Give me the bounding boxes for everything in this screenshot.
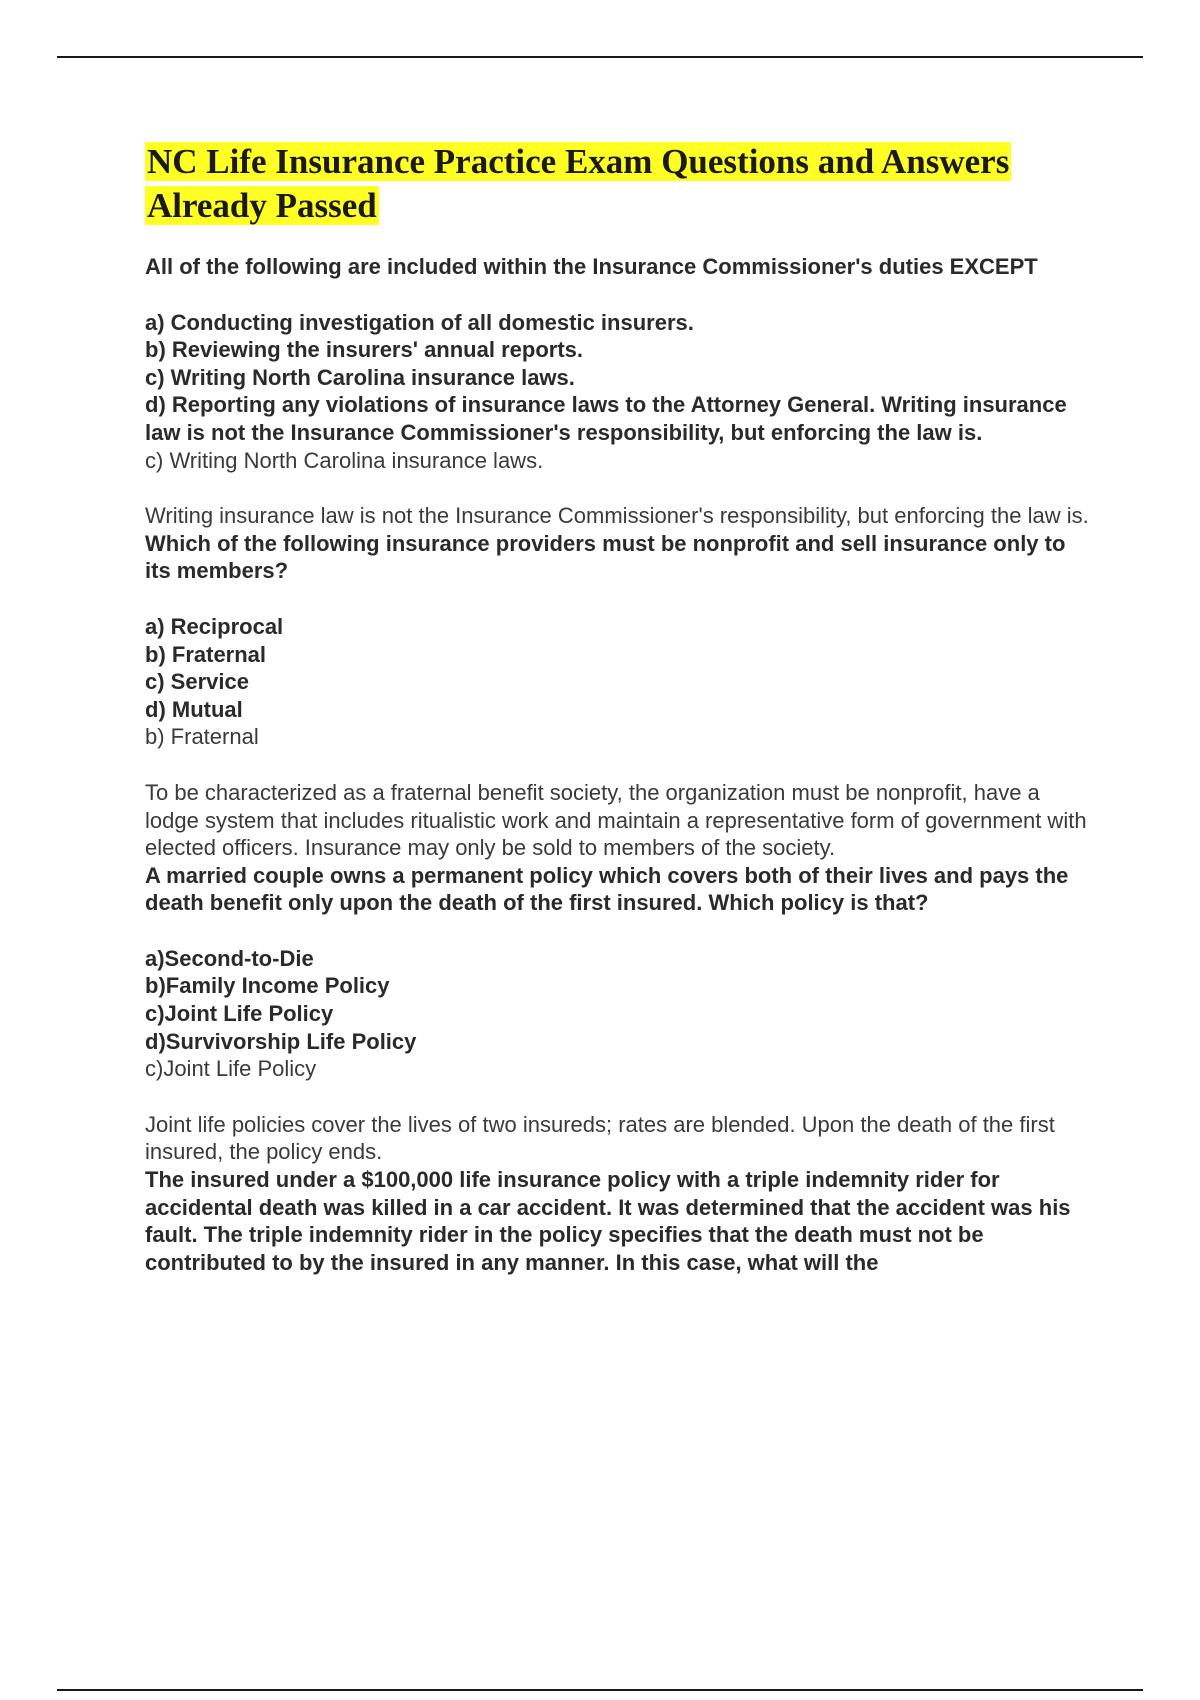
explanation-text: To be characterized as a fraternal benefit society, the organization must be nonprofit, have a lodge system that includes ritualistic work and maintain a representative form of government with elected officers. Insurance may only be sold to members of the society.: [145, 779, 1087, 861]
highlighted-title: NC Life Insurance Practice Exam Questions and Answers Already Passed: [147, 142, 1010, 225]
question-block: [145, 1166, 1095, 1276]
question-block: [145, 530, 1095, 862]
option: c)Joint Life Policy: [145, 1001, 334, 1027]
option: a) Reciprocal: [145, 613, 284, 639]
question-block: [145, 253, 1095, 530]
explanation-text: Writing insurance law is not the Insurance Commissioner's responsibility, but enforcing the law is.: [145, 503, 1089, 529]
question-text: The insured under a $100,000 life insurance policy with a triple indemnity rider for accidental death was killed in a car accident. It was determined that the accident was his fault. The triple indemnity rider in the policy specifies that the death must not be contributed to by the insured in any manner. In this case, what will the: [145, 1167, 1071, 1275]
option: b) Reviewing the insurers' annual reports.: [145, 337, 583, 363]
page-title: [145, 140, 1095, 228]
option: a)Second-to-Die: [145, 945, 314, 971]
document-body: [145, 140, 1095, 1276]
question-block: [145, 862, 1095, 1166]
option: d) Reporting any violations of insurance laws to the Attorney General. Writing insurance law is not the Insurance Commissioner's responsibility, but enforcing the law is.: [145, 392, 1067, 445]
answer-text: c)Joint Life Policy: [145, 1056, 317, 1082]
option: d)Survivorship Life Policy: [145, 1028, 417, 1054]
answer-text: b) Fraternal: [145, 724, 259, 750]
option: b) Fraternal: [145, 641, 267, 667]
question-text: A married couple owns a permanent policy which covers both of their lives and pays the death benefit only upon the death of the first insured. Which policy is that?: [145, 862, 1069, 916]
header-rule: [57, 56, 1143, 58]
option: c) Writing North Carolina insurance laws.: [145, 364, 575, 390]
answer-text: c) Writing North Carolina insurance laws.: [145, 447, 544, 473]
question-text: All of the following are included within the Insurance Commissioner's duties EXCEPT: [145, 254, 1038, 279]
footer-rule: [57, 1689, 1143, 1691]
option: d) Mutual: [145, 696, 243, 722]
option: c) Service: [145, 669, 249, 695]
question-text: Which of the following insurance providers must be nonprofit and sell insurance only to its members?: [145, 530, 1066, 584]
option: a) Conducting investigation of all domestic insurers.: [145, 309, 694, 335]
option: b)Family Income Policy: [145, 973, 390, 999]
explanation-text: Joint life policies cover the lives of two insureds; rates are blended. Upon the death of the first insured, the policy ends.: [145, 1111, 1055, 1165]
